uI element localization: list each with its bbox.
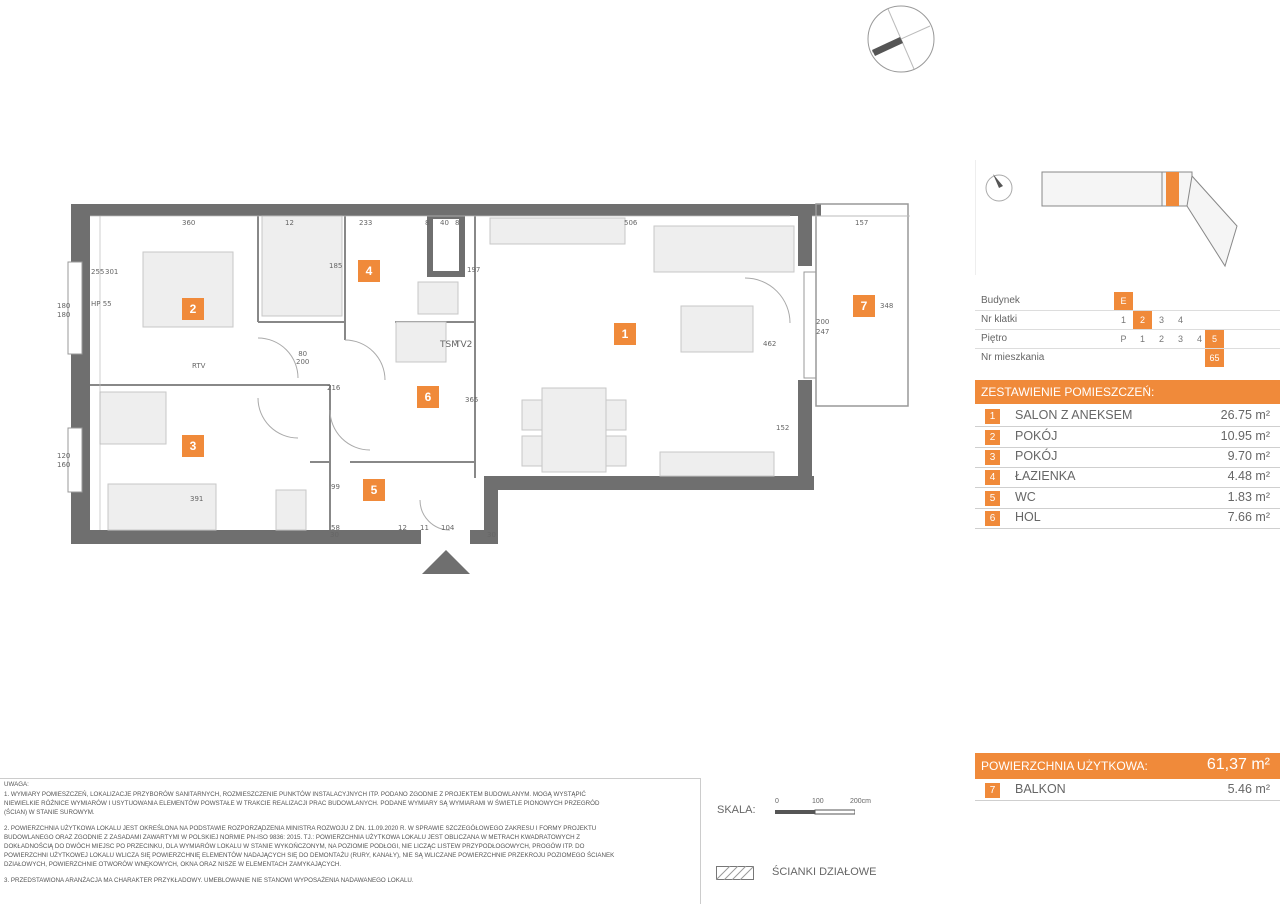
dim-label: 160 bbox=[57, 461, 71, 469]
notes-line: DOKŁADNOŚCIĄ DO DWÓCH MIEJSC PO PRZECINKU, DLA WYMIARÓW LOKALU W STANIE WYKOŃCZONYM, NA POZIOMIE PODŁOGI, NIE LICZĄC LISTEW PRZYPODŁOGOWYCH, PROGÓW ITP. DO bbox=[4, 843, 585, 850]
notes-line: (ŚCIAN) W STANIE SUROWYM. bbox=[4, 809, 95, 816]
dim-label: 233 bbox=[359, 219, 373, 227]
info-row-apartment bbox=[975, 349, 1280, 367]
summary-row-name: POKÓJ bbox=[1015, 429, 1058, 443]
summary-title: ZESTAWIENIE POMIESZCZEŃ: bbox=[981, 385, 1155, 399]
scale-tick: 200cm bbox=[850, 798, 872, 805]
summary-row-name: ŁAZIENKA bbox=[1015, 469, 1076, 483]
notes-line: NIEWIELKIE RÓŻNICE WYMIARÓW I USYTUOWANIA ELEMENTÓW POWSTAŁE W TRAKCIE REALIZACJI PRAC BUDOWLANYCH. PODANE WYMIARY SĄ WYMIARAMI W ŚWIETLE PIONOWYCH PRZEGRÓD bbox=[4, 800, 600, 807]
floor-plan-drawing bbox=[0, 0, 960, 600]
info-cell-active: 2 bbox=[1133, 311, 1152, 329]
dim-label: 30 bbox=[487, 531, 496, 539]
summary-row bbox=[975, 427, 1280, 448]
info-label: Budynek bbox=[981, 295, 1020, 306]
summary-row-num: 4 bbox=[985, 470, 1000, 485]
dim-label: 157 bbox=[855, 219, 869, 227]
dim-label: 99 bbox=[331, 483, 340, 491]
balcony-row bbox=[975, 780, 1280, 801]
info-cell: 4 bbox=[1177, 315, 1183, 325]
dim-label: RTV bbox=[192, 362, 206, 370]
summary-row-area: 7.66 m² bbox=[1227, 510, 1270, 524]
scale-tick: 100 bbox=[812, 798, 824, 805]
info-cell: 3 bbox=[1158, 315, 1164, 325]
dim-label: 506 bbox=[624, 219, 638, 227]
info-label: Nr klatki bbox=[981, 314, 1018, 325]
summary-row-area: 4.48 m² bbox=[1227, 469, 1270, 483]
dim-label: 8 bbox=[455, 219, 460, 227]
room-badge-2: 2 bbox=[182, 298, 204, 320]
room-badge-4: 4 bbox=[358, 260, 380, 282]
summary-row-area: 5.46 m² bbox=[1227, 782, 1270, 796]
summary-row-name: HOL bbox=[1015, 510, 1041, 524]
summary-row bbox=[975, 488, 1280, 509]
dim-label: 40 bbox=[440, 219, 449, 227]
info-row-building bbox=[975, 292, 1280, 311]
summary-row-name: POKÓJ bbox=[1015, 449, 1058, 463]
dim-label: 30 bbox=[330, 531, 339, 539]
summary-header bbox=[975, 380, 1280, 404]
dim-label: TV2 bbox=[455, 340, 473, 350]
dim-label: TSM bbox=[440, 340, 459, 350]
dim-label: 12 bbox=[398, 524, 407, 532]
scale-label: SKALA: bbox=[717, 804, 756, 816]
dim-label: 348 bbox=[880, 302, 894, 310]
summary-row-name: WC bbox=[1015, 490, 1036, 504]
info-cell: P bbox=[1120, 334, 1127, 344]
summary-row-name: BALKON bbox=[1015, 782, 1066, 796]
dim-label: 11 bbox=[420, 524, 429, 532]
info-cell: 3 bbox=[1177, 334, 1183, 344]
notes-line: 2. POWIERZCHNIA UŻYTKOWA LOKALU JEST OKREŚLONA NA PODSTAWIE ROZPORZĄDZENIA MINISTRA ROZWOJU Z DN. 11.09.2020 R. W SPRAWIE SZCZEGÓŁOWEGO ZAKRESU I FORMY PROJEKTU bbox=[4, 825, 597, 832]
summary-row-num: 7 bbox=[985, 783, 1000, 798]
info-cell: 4 bbox=[1196, 334, 1202, 344]
dim-label: 180 bbox=[57, 311, 71, 319]
info-cell: 2 bbox=[1158, 334, 1164, 344]
summary-row-num: 3 bbox=[985, 450, 1000, 465]
usable-area-label: POWIERZCHNIA UŻYTKOWA: bbox=[981, 759, 1148, 773]
dim-label: 200 bbox=[816, 318, 830, 326]
dim-label: 247 bbox=[816, 328, 830, 336]
building-key-plan bbox=[975, 160, 1280, 275]
info-label: Nr mieszkania bbox=[981, 352, 1045, 363]
summary-row-num: 6 bbox=[985, 511, 1000, 526]
summary-row-num: 2 bbox=[985, 430, 1000, 445]
room-badge-6: 6 bbox=[417, 386, 439, 408]
dim-label: 8 bbox=[425, 219, 430, 227]
room-badge-1: 1 bbox=[614, 323, 636, 345]
summary-row-num: 5 bbox=[985, 491, 1000, 506]
dim-label: 360 bbox=[182, 219, 196, 227]
summary-row bbox=[975, 467, 1280, 488]
notes-block bbox=[0, 778, 701, 904]
notes-line: 1. WYMIARY POMIESZCZEŃ, LOKALIZACJE PRZYBORÓW SANITARNYCH, ROZMIESZCZENIE PUNKTÓW INSTALACYJNYCH ITP. PODANO ZGODNIE Z PROJEKTEM BUDOWLANYM. MOGĄ WYSTĄPIĆ bbox=[4, 791, 586, 798]
info-cell: 1 bbox=[1139, 334, 1145, 344]
summary-row-area: 9.70 m² bbox=[1227, 449, 1270, 463]
notes-heading: UWAGA: bbox=[4, 781, 29, 788]
scale-tick: 0 bbox=[775, 798, 779, 805]
dim-label: 391 bbox=[190, 495, 204, 503]
notes-line: BUDOWLANEGO ORAZ ZGODNIE Z ZASADAMI ZAWARTYMI W POLSKIEJ NORMIE PN-ISO 9836: 2015. TJ.: POWIERZCHNIA UŻYTKOWA LOKALU JEST OBLICZANA W METRACH KWADRATOWYCH Z bbox=[4, 834, 581, 841]
dim-label: HP 55 bbox=[91, 300, 112, 308]
info-cell: 1 bbox=[1120, 315, 1126, 325]
summary-row bbox=[975, 508, 1280, 529]
dim-label: 197 bbox=[467, 266, 481, 274]
room-badge-3: 3 bbox=[182, 435, 204, 457]
dim-label: 104 bbox=[441, 524, 455, 532]
dim-label: 12 bbox=[285, 219, 294, 227]
room-badge-7: 7 bbox=[853, 295, 875, 317]
dim-label: 301 bbox=[105, 268, 119, 276]
info-cell-active: E bbox=[1114, 292, 1133, 310]
scale-legend bbox=[700, 778, 975, 903]
summary-row-area: 26.75 m² bbox=[1220, 408, 1270, 422]
info-cell-active: 5 bbox=[1205, 330, 1224, 348]
info-label: Piętro bbox=[981, 333, 1008, 344]
summary-row-area: 1.83 m² bbox=[1227, 490, 1270, 504]
summary-row bbox=[975, 447, 1280, 468]
dim-label: 152 bbox=[776, 424, 790, 432]
summary-row-name: SALON Z ANEKSEM bbox=[1015, 408, 1133, 422]
notes-line: DZIAŁOWYCH, POWIERZCHNIE OTWORÓW WNĘKOWYCH, OKNA ORAZ NISZE W ELEMENTACH ZAMYKAJĄCYCH. bbox=[4, 861, 342, 868]
dim-label: 462 bbox=[763, 340, 777, 348]
summary-row-area: 10.95 m² bbox=[1220, 429, 1270, 443]
walls-legend-label: ŚCIANKI DZIAŁOWE bbox=[772, 866, 877, 878]
dim-label: 80 200 bbox=[296, 350, 310, 366]
dim-label: 180 bbox=[57, 302, 71, 310]
floor-plan bbox=[0, 0, 960, 600]
hatch-legend-icon bbox=[716, 866, 754, 880]
notes-line: POWIERZCHNI UŻYTKOWEJ LOKALU WLICZA SIĘ POWIERZCHNIĘ ELEMENTÓW NADAJĄCYCH SIĘ DO DEMONTAŻU (RURY, KANAŁY), NIE SĄ WLICZANE POWIERZCHNIE PRZEKROJU POZIOMEGO ŚCIANEK bbox=[4, 852, 615, 859]
dim-label: 365 bbox=[465, 396, 479, 404]
info-row-floor bbox=[975, 330, 1280, 349]
dim-label: 58 bbox=[331, 524, 340, 532]
summary-row-num: 1 bbox=[985, 409, 1000, 424]
dim-label: 185 bbox=[329, 262, 343, 270]
info-row-stairwell bbox=[975, 311, 1280, 330]
scale-bar bbox=[775, 808, 855, 816]
usable-area-total bbox=[975, 753, 1280, 779]
info-cell-active: 65 bbox=[1205, 349, 1224, 367]
dim-label: 255 bbox=[91, 268, 105, 276]
summary-row bbox=[975, 406, 1280, 427]
usable-area-value: 61,37 m² bbox=[1206, 756, 1270, 773]
room-badge-5: 5 bbox=[363, 479, 385, 501]
dim-label: 120 bbox=[57, 452, 71, 460]
notes-line: 3. PRZEDSTAWIONA ARANŻACJA MA CHARAKTER PRZYKŁADOWY. UMEBLOWANIE NIE STANOWI WYPOSAŻENIA NADAWANEGO LOKALU. bbox=[4, 877, 414, 884]
dim-label: 216 bbox=[327, 384, 341, 392]
